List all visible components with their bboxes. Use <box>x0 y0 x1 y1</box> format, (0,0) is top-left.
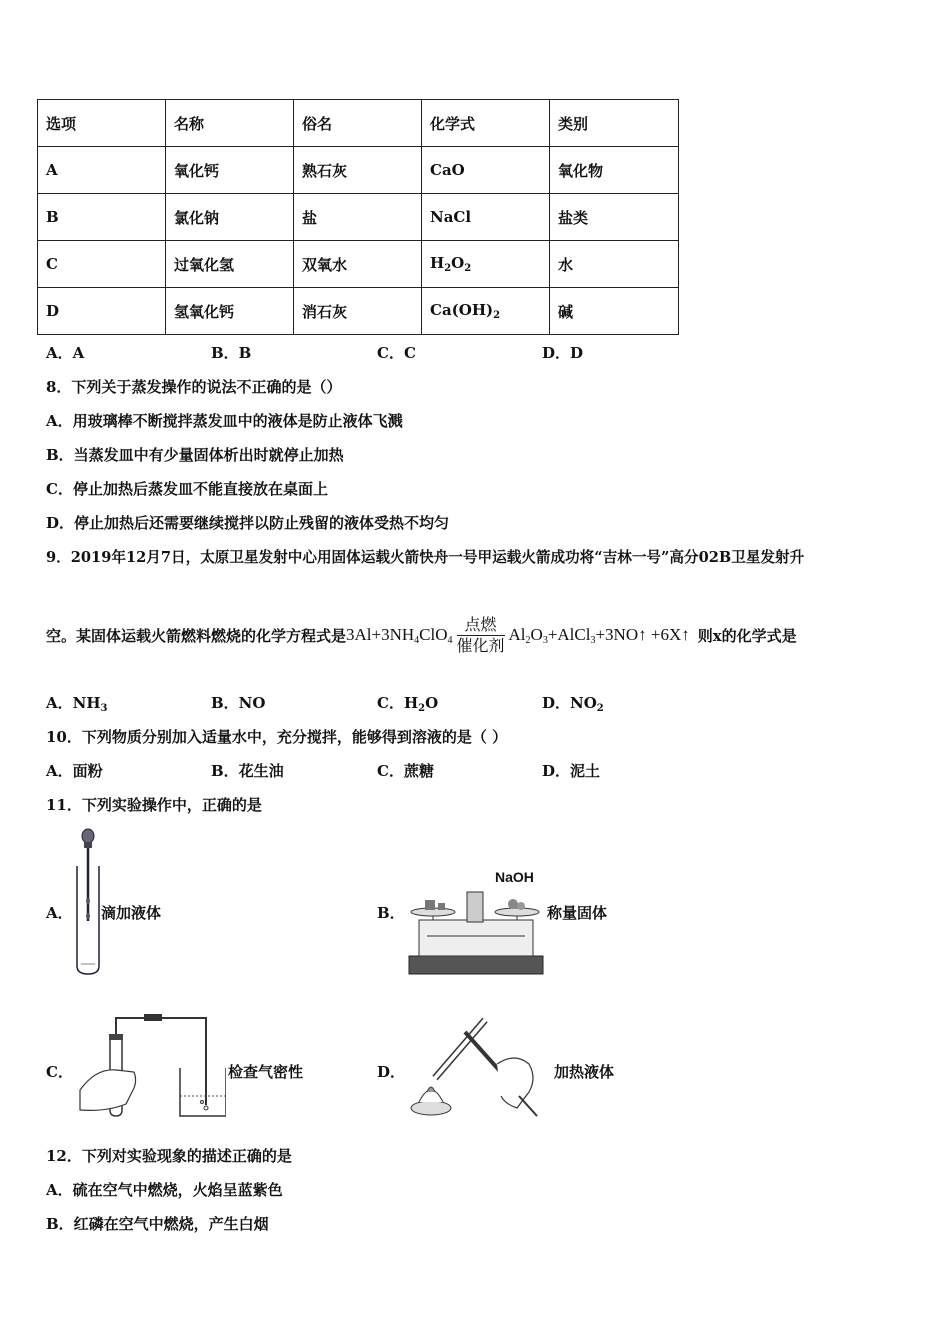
cell-category: 碱 <box>550 288 679 335</box>
table-header-row <box>38 100 679 147</box>
q12-option-b: B．红磷在空气中燃烧，产生白烟 <box>46 1215 269 1233</box>
q11-option-c-text: 检查气密性 <box>228 1063 304 1081</box>
cell-category: 氧化物 <box>550 147 679 194</box>
table-row <box>38 241 679 288</box>
substance-table <box>37 99 679 335</box>
table-row <box>38 194 679 241</box>
q9-stem-pre: 空。某固体运载火箭燃料燃烧的化学方程式是 <box>46 626 347 645</box>
airtightness-check-illustration <box>76 1010 226 1120</box>
q9-option-b: B．NO <box>211 694 266 712</box>
q10-option-d: D．泥土 <box>542 762 601 780</box>
dropper-tube-illustration <box>72 826 104 976</box>
table-row <box>38 288 679 335</box>
chemical-equation-products: $Al_2O_3+AlCl_3+3NO↑$ +6X↑ <box>508 624 690 646</box>
q10-option-a: A．面粉 <box>46 762 103 780</box>
table-header: 化学式 <box>422 100 550 147</box>
balance-scale-illustration <box>405 864 547 976</box>
q11-option-d-letter: D． <box>377 1063 406 1081</box>
q7-option-a: A．A <box>46 344 85 362</box>
reaction-condition: $\frac{\text{点燃}}{\text{催化剂}}$ <box>456 614 505 655</box>
cell-common: 盐 <box>294 194 422 241</box>
cell-formula: NaCl <box>422 194 550 241</box>
q12-stem: 12．下列对实验现象的描述正确的是 <box>46 1147 292 1165</box>
q9-stem-line2 <box>46 607 797 663</box>
naoh-label: NaOH <box>495 869 534 885</box>
cell-name: 过氧化氢 <box>166 241 294 288</box>
cell-formula: $H_2O_2$ <box>422 241 550 288</box>
table-row <box>38 147 679 194</box>
q10-stem: 10．下列物质分别加入适量水中，充分搅拌，能够得到溶液的是（ ） <box>46 728 508 746</box>
q9-option-c: C．$H_2O$ <box>377 694 439 714</box>
q11-stem: 11．下列实验操作中，正确的是 <box>46 796 262 814</box>
q9-stem-line1: 9．2019年12月7日，太原卫星发射中心用固体运载火箭快舟一号甲运载火箭成功将“吉林一号”高分02B卫星发射升 <box>46 549 805 566</box>
cell-name: 氯化钠 <box>166 194 294 241</box>
q10-option-b: B．花生油 <box>211 762 284 780</box>
q12-option-a: A．硫在空气中燃烧，火焰呈蓝紫色 <box>46 1181 283 1199</box>
table-header: 俗名 <box>294 100 422 147</box>
cell-common: 消石灰 <box>294 288 422 335</box>
table-header: 类别 <box>550 100 679 147</box>
q9-stem-post: 则x的化学式是 <box>697 626 797 645</box>
cell-common: 熟石灰 <box>294 147 422 194</box>
cell-formula: CaO <box>422 147 550 194</box>
cell-option: D <box>38 288 166 335</box>
table-header: 选项 <box>38 100 166 147</box>
cell-category: 盐类 <box>550 194 679 241</box>
cell-category: 水 <box>550 241 679 288</box>
heating-liquid-illustration <box>405 1012 553 1120</box>
q11-option-b-text: 称量固体 <box>547 904 608 922</box>
q7-option-d: D．D <box>542 344 584 362</box>
q7-option-b: B．B <box>211 344 252 362</box>
q9-option-a: A．$NH_3$ <box>46 694 108 714</box>
cell-common: 双氧水 <box>294 241 422 288</box>
cell-option: A <box>38 147 166 194</box>
cell-name: 氧化钙 <box>166 147 294 194</box>
chemical-equation: $3Al+3NH_4ClO_4$ <box>346 624 453 646</box>
cell-name: 氢氧化钙 <box>166 288 294 335</box>
q11-option-a-letter: A． <box>46 904 73 922</box>
q8-option-b: B．当蒸发皿中有少量固体析出时就停止加热 <box>46 446 344 464</box>
q11-option-d-text: 加热液体 <box>554 1063 615 1081</box>
table-header: 名称 <box>166 100 294 147</box>
q8-option-d: D．停止加热后还需要继续搅拌以防止残留的液体受热不均匀 <box>46 514 450 532</box>
q11-option-b-letter: B． <box>377 904 405 922</box>
q11-option-c-letter: C． <box>46 1063 73 1081</box>
q8-option-a: A．用玻璃棒不断搅拌蒸发皿中的液体是防止液体飞溅 <box>46 412 403 430</box>
q9-option-d: D．$NO_2$ <box>542 694 604 714</box>
cell-option: B <box>38 194 166 241</box>
cell-formula: $Ca(OH)_2$ <box>422 288 550 335</box>
q8-stem: 8．下列关于蒸发操作的说法不正确的是（） <box>46 378 342 396</box>
q11-option-a-text: 滴加液体 <box>101 904 162 922</box>
q8-option-c: C．停止加热后蒸发皿不能直接放在桌面上 <box>46 480 328 498</box>
q7-option-c: C．C <box>377 344 416 362</box>
cell-option: C <box>38 241 166 288</box>
q10-option-c: C．蔗糖 <box>377 762 434 780</box>
